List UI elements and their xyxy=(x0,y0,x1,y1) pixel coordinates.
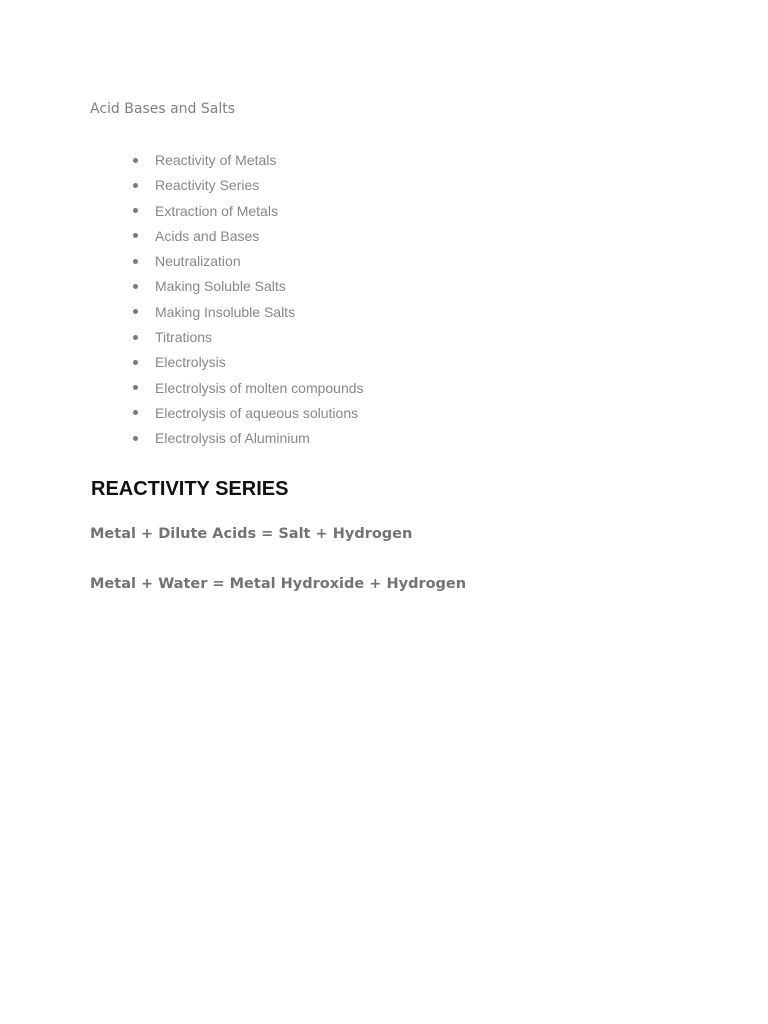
list-item-label: Electrolysis of Aluminium xyxy=(155,430,310,447)
list-item xyxy=(155,428,364,453)
bullet-icon xyxy=(133,183,138,188)
list-item-label: Reactivity of Metals xyxy=(155,152,277,168)
list-item-label: Reactivity Series xyxy=(155,177,260,194)
list-item xyxy=(155,201,364,226)
list-item xyxy=(155,327,364,352)
list-item xyxy=(155,352,364,377)
list-item-label: Electrolysis of molten compounds xyxy=(155,379,364,396)
list-item xyxy=(155,175,364,200)
bullet-icon xyxy=(133,158,138,163)
list-item-label: Neutralization xyxy=(155,253,241,270)
section-heading: REACTIVITY SERIES xyxy=(91,478,289,500)
bullet-icon xyxy=(133,385,138,390)
bullet-icon xyxy=(133,360,138,365)
document-title: Acid Bases and Salts xyxy=(90,101,236,117)
bullet-icon xyxy=(133,436,138,441)
list-item-label: Electrolysis xyxy=(155,354,226,371)
list-item xyxy=(155,150,364,175)
bullet-icon xyxy=(133,309,138,314)
bullet-icon xyxy=(133,335,138,340)
list-item-label: Acids and Bases xyxy=(155,227,260,244)
list-item xyxy=(155,276,364,301)
bullet-icon xyxy=(133,208,138,213)
bullet-icon xyxy=(133,410,138,415)
list-item xyxy=(155,251,364,276)
list-item-label: Extraction of Metals xyxy=(155,202,278,219)
list-item-label: Electrolysis of aqueous solutions xyxy=(155,404,359,421)
bullet-icon xyxy=(133,259,138,264)
bullet-icon xyxy=(133,284,138,289)
bullet-icon xyxy=(133,233,138,238)
list-item xyxy=(155,302,364,327)
list-item-label: Titrations xyxy=(155,329,213,346)
equation-metal-water: Metal + Water = Metal Hydroxide + Hydrogen xyxy=(90,576,467,592)
list-item-label: Making Soluble Salts xyxy=(155,278,286,295)
list-item-label: Making Insoluble Salts xyxy=(155,303,296,320)
list-item xyxy=(155,226,364,251)
list-item xyxy=(155,403,364,428)
topic-list xyxy=(90,150,364,454)
list-item xyxy=(155,378,364,403)
equation-metal-dilute-acids: Metal + Dilute Acids = Salt + Hydrogen xyxy=(90,526,413,542)
